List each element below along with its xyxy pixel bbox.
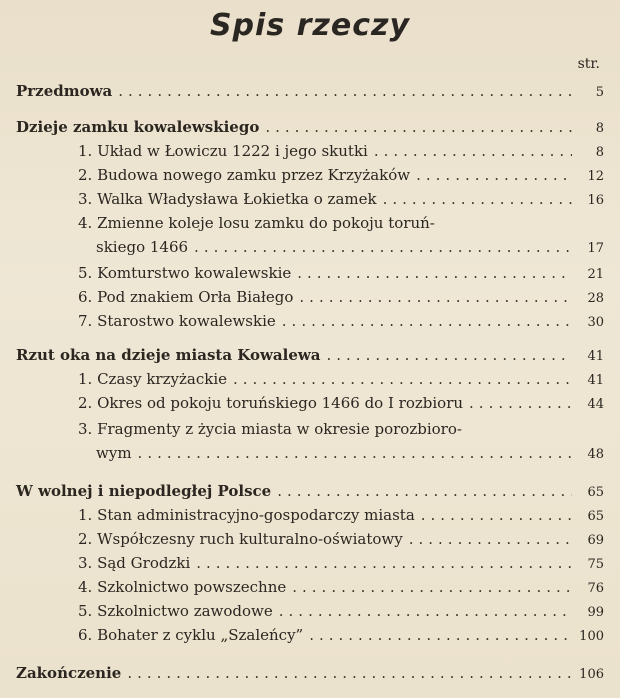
page-title: Spis rzeczy	[209, 8, 411, 43]
dot-leader	[469, 392, 572, 414]
toc-entry-text: Dzieje zamku kowalewskiego	[16, 118, 260, 136]
toc-entry-text: Rzut oka na dzieje miasta Kowalewa	[16, 346, 321, 364]
toc-entry-text: W wolnej i niepodległej Polsce	[16, 482, 272, 500]
toc-entry-text: 5. Szkolnictwo zawodowe	[78, 602, 273, 620]
dot-leader	[194, 236, 572, 258]
dot-leader	[374, 140, 572, 162]
dot-leader	[196, 552, 572, 574]
toc-entry-text: 4. Szkolnictwo powszechne	[78, 578, 287, 596]
toc-entry-page: 100	[579, 629, 604, 644]
toc-entry-page: 75	[587, 557, 604, 572]
toc-entry-page: 76	[587, 581, 604, 596]
toc-entry-text: 7. Starostwo kowalewskie	[78, 312, 276, 330]
dot-leader	[127, 662, 572, 684]
toc-entry-text: 3. Walka Władysława Łokietka o zamek	[78, 190, 377, 208]
toc-entry-page: 65	[587, 509, 604, 524]
toc-entry-page: 69	[587, 533, 604, 548]
toc-entry-text: 6. Pod znakiem Orła Białego	[78, 288, 294, 306]
toc-entry-page: 65	[587, 485, 604, 500]
dot-leader	[299, 286, 572, 308]
toc-entry	[78, 624, 604, 648]
toc-entry-text: 1. Stan administracyjno-gospodarczy miasta	[78, 506, 415, 524]
toc-entry-przedmowa	[16, 80, 604, 104]
toc-entry-page: 106	[579, 667, 604, 682]
dot-leader	[118, 80, 572, 102]
toc-entry	[78, 262, 604, 286]
toc-entry-text: 1. Czasy krzyżackie	[78, 370, 227, 388]
toc-section-dzieje-zamku	[16, 116, 604, 140]
dot-leader	[416, 164, 572, 186]
dot-leader	[138, 442, 572, 464]
dot-leader	[233, 368, 572, 390]
toc-entry	[78, 600, 604, 624]
toc-entry	[78, 140, 604, 164]
toc-entry	[78, 552, 604, 576]
toc-entry-page: 99	[587, 605, 604, 620]
toc-entry-text: 1. Układ w Łowiczu 1222 i jego skutki	[78, 142, 368, 160]
toc-entry-page: 44	[587, 397, 604, 412]
toc-entry-text: 5. Komturstwo kowalewskie	[78, 264, 292, 282]
toc-section-rzut-oka	[16, 344, 604, 368]
dot-leader	[327, 344, 573, 366]
dot-leader	[409, 528, 572, 550]
toc-entry-continuation	[96, 236, 604, 260]
toc-entry-text: 6. Bohater z cyklu „Szaleńcy”	[78, 626, 304, 644]
toc-entry	[78, 188, 604, 212]
toc-entry-text: 3. Sąd Grodzki	[78, 554, 191, 572]
dot-leader	[279, 600, 572, 622]
toc-entry-page: 28	[587, 291, 604, 306]
toc-entry-text-cont: wym	[96, 444, 132, 462]
toc-entry-text: Przedmowa	[16, 82, 113, 100]
page-column-label: str.	[577, 56, 600, 72]
toc-entry-page: 12	[587, 169, 604, 184]
toc-entry-text: 3. Fragmenty z życia miasta w okresie porozbioro-	[78, 420, 462, 438]
toc-section-w-wolnej	[16, 480, 604, 504]
toc-entry	[78, 392, 604, 416]
dot-leader	[277, 480, 572, 502]
toc-entry-page: 5	[595, 85, 604, 100]
toc-entry-page: 48	[587, 447, 604, 462]
toc-entry	[78, 164, 604, 188]
toc-entry	[78, 310, 604, 334]
toc-entry-text: 2. Okres od pokoju toruńskiego 1466 do I rozbioru	[78, 394, 464, 412]
toc-entry	[78, 504, 604, 528]
dot-leader	[297, 262, 572, 284]
dot-leader	[292, 576, 572, 598]
toc-entry-text: Zakończenie	[16, 664, 122, 682]
dot-leader	[265, 116, 572, 138]
toc-entry-text: 2. Budowa nowego zamku przez Krzyżaków	[78, 166, 411, 184]
toc-entry-text: 2. Współczesny ruch kulturalno-oświatowy	[78, 530, 403, 548]
dot-leader	[421, 504, 572, 526]
toc-entry-text: 4. Zmienne koleje losu zamku do pokoju toruń-	[78, 214, 435, 232]
toc-entry	[78, 576, 604, 600]
toc-entry-page: 30	[587, 315, 604, 330]
toc-entry	[78, 368, 604, 392]
toc-entry-page: 8	[595, 145, 604, 160]
toc-entry	[78, 286, 604, 310]
toc-entry-continuation	[96, 442, 604, 466]
toc-entry-page: 41	[587, 349, 604, 364]
toc-entry-page: 17	[587, 241, 604, 256]
dot-leader	[282, 310, 572, 332]
dot-leader	[309, 624, 572, 646]
toc-entry-text-cont: skiego 1466	[96, 238, 189, 256]
toc-entry-page: 21	[587, 267, 604, 282]
toc-entry-page: 8	[595, 121, 604, 136]
dot-leader	[383, 188, 572, 210]
toc-entry-page: 16	[587, 193, 604, 208]
toc-entry-page: 41	[587, 373, 604, 388]
toc-entry	[78, 528, 604, 552]
toc-entry-zakonczenie	[16, 662, 604, 686]
